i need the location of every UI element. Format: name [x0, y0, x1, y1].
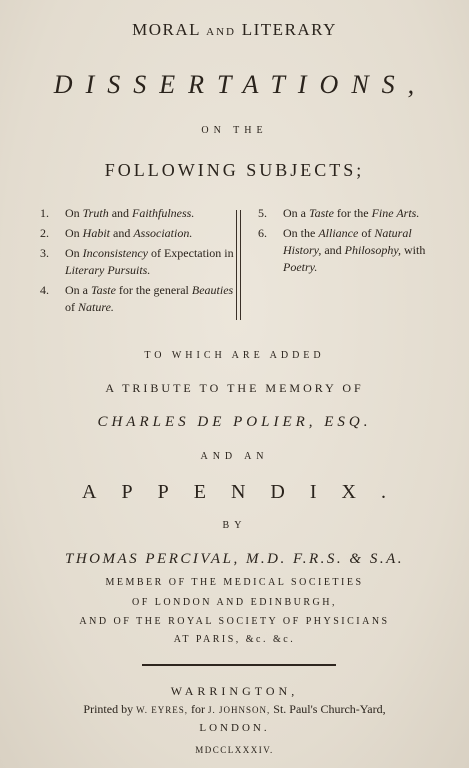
subject-number: 1.: [40, 206, 49, 220]
member-line-4: AT PARIS, &c. &c.: [173, 634, 296, 645]
member-line-2: OF LONDON AND EDINBURGH,: [132, 597, 337, 608]
to-which-added-line: TO WHICH ARE ADDED: [144, 350, 325, 361]
subject-text: for the general: [115, 283, 192, 297]
subject-text: Inconsistency: [82, 246, 148, 260]
subject-text: Alliance: [318, 226, 359, 240]
following-subjects-line: FOLLOWING SUBJECTS;: [104, 160, 365, 180]
subject-text: and: [108, 206, 133, 220]
appendix-line: APPENDIX.: [82, 481, 411, 503]
charles-de-polier-line: CHARLES DE POLIER, ESQ.: [97, 414, 372, 430]
subject-text: for the: [333, 206, 372, 220]
subject-number: 2.: [40, 226, 49, 240]
subject-text: Taste: [309, 206, 334, 220]
subject-item: [258, 225, 448, 276]
subjects-right-column: [258, 205, 448, 279]
subject-item: [40, 282, 235, 316]
printed-by-line: [0, 702, 469, 717]
subject-text: Habit: [82, 226, 111, 240]
subject-text: Truth: [82, 206, 109, 220]
subject-text: Faithfulness.: [132, 206, 195, 220]
subject-text: On: [65, 226, 83, 240]
subject-item: [40, 225, 235, 242]
author-line: THOMAS PERCIVAL, M.D. F.R.S. & S.A.: [64, 551, 404, 567]
subject-number: 4.: [40, 283, 49, 297]
subject-item: [40, 245, 235, 279]
subject-text: On a: [283, 206, 309, 220]
subject-text: Literary Pursuits.: [65, 263, 151, 277]
title-word-literary: LITERARY: [241, 20, 337, 39]
main-title: DISSERTATIONS,: [53, 70, 428, 99]
subject-item: [258, 205, 448, 222]
printed-by-text: Printed by: [83, 702, 137, 716]
subject-number: 5.: [258, 206, 267, 220]
title-word-moral: MORAL: [132, 20, 201, 39]
subject-text: Natural History,: [283, 226, 412, 257]
subject-text: On the: [283, 226, 319, 240]
subject-text: On: [65, 206, 83, 220]
column-divider: [236, 210, 241, 320]
subject-text: of: [358, 226, 375, 240]
subject-text: of Expectation in: [147, 246, 234, 260]
horizontal-rule: [142, 664, 336, 666]
subject-text: Philosophy,: [344, 243, 402, 257]
address-text: St. Paul's Church-Yard,: [270, 702, 386, 716]
subject-number: 3.: [40, 246, 49, 260]
subject-text: Poetry.: [283, 260, 318, 274]
title-line-moral-literary: [0, 20, 469, 40]
subject-item: [40, 205, 235, 222]
subject-text: and: [110, 226, 134, 240]
subject-text: of: [65, 300, 78, 314]
london-line: LONDON.: [199, 722, 270, 734]
year-line: MDCCLXXXIV.: [195, 745, 274, 755]
publisher-name: J. JOHNSON,: [208, 705, 271, 715]
for-text: for: [188, 702, 209, 716]
subject-text: Taste: [91, 283, 116, 297]
subject-text: and: [321, 243, 345, 257]
member-line-1: MEMBER OF THE MEDICAL SOCIETIES: [105, 577, 364, 588]
subject-text: Nature.: [78, 300, 114, 314]
subject-text: Association.: [133, 226, 193, 240]
subject-text: Fine Arts.: [371, 206, 420, 220]
subject-text: On: [65, 246, 83, 260]
subject-text: On a: [65, 283, 91, 297]
place-line: WARRINGTON,: [170, 684, 299, 698]
subject-text: with: [401, 243, 426, 257]
tribute-line: A TRIBUTE TO THE MEMORY OF: [105, 381, 364, 395]
title-word-and: AND: [206, 26, 236, 38]
subject-text: Beauties: [191, 283, 234, 297]
subjects-left-column: [40, 205, 235, 319]
and-an-line: AND AN: [200, 451, 269, 462]
by-line: BY: [222, 520, 247, 531]
subject-number: 6.: [258, 226, 267, 240]
printer-name: W. EYRES,: [136, 705, 189, 715]
member-line-3: AND OF THE ROYAL SOCIETY OF PHYSICIANS: [79, 616, 390, 627]
on-the-line: ON THE: [201, 125, 268, 136]
